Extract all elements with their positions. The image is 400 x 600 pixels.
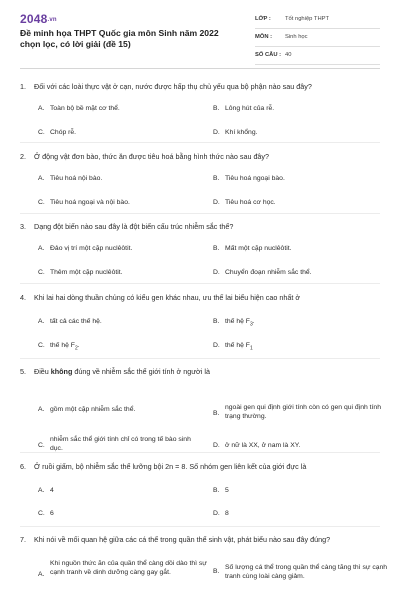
meta-row-count [255,50,380,65]
question-text: Ở ruồi giấm, bộ nhiễm sắc thể lưỡng bội 2n = 8. Số nhóm gen liên kết của giới đực là [34,462,307,471]
question-3: 3. Dạng đột biến nào sau đây là đột biến cấu trúc nhiễm sắc thể? A. Đảo vị trí một cặp nuclêôtit. B. Mất một cặp nuclêôtit. C. Thêm một cặp nuclêôtit. D. Chuyển đoạn nhiễm sắc thể. [20,222,385,276]
question-text: Dạng đột biến nào sau đây là đột biến cấu trúc nhiễm sắc thể? [34,222,234,231]
meta-row-subject [255,32,380,47]
question-text: Điều không đúng về nhiễm sắc thể giới tính ở người là [34,367,210,376]
question-number: 2. [20,152,26,161]
question-number: 3. [20,222,26,231]
question-divider [20,213,380,214]
site-logo[interactable]: 2048.vn [20,12,57,26]
question-2: 2. Ở động vật đơn bào, thức ăn được tiêu hoá bằng hình thức nào sau đây? A. Tiêu hoá nội bào. B. Tiêu hoá ngoại bào. C. Tiêu hoá ngoại và nội bào. D. Tiêu hoá cơ học. [20,152,385,206]
question-1: 1. Đối với các loài thực vật ở cạn, nước được hấp thụ chủ yếu qua bộ phận nào sau đây? A. Toàn bộ bề mặt cơ thể. B. Lông hút của rễ. C. Chóp rễ. D. Khí khổng. [20,82,385,136]
question-text: Khi lai hai dòng thuần chủng có kiểu gen khác nhau, ưu thế lai biểu hiện cao nhất ở [34,293,301,302]
question-number: 1. [20,82,26,91]
question-divider [20,142,380,143]
meta-value: Tốt nghiệp THPT [285,16,330,22]
question-text: Khi nói về mối quan hệ giữa các cá thể trong quần thể sinh vật, phát biểu nào sau đây đúng? [34,535,331,544]
question-divider [20,283,380,284]
meta-label: SỐ CÂU : [255,52,282,58]
question-7: 7. Khi nói về mối quan hệ giữa các cá thể trong quần thể sinh vật, phát biểu nào sau đây đúng? A. Khi nguồn thức ăn của quần thể càng dồi dào thì sự cạnh tranh về dinh dưỡng càng gay gắt. B. Số lượng cá thể trong quần thể càng tăng thì sự cạnh tranh cùng loài càng giảm. [20,535,388,580]
question-4: 4. Khi lai hai dòng thuần chủng có kiểu gen khác nhau, ưu thế lai biểu hiện cao nhất ở A. tất cả các thế hệ. B. thế hệ $F_3$. C. thế hệ $F_2$. D. thế hệ $F_1$ [20,293,385,351]
meta-row-class [255,14,380,29]
emphasis-not: không [50,367,73,376]
question-number: 6. [20,462,26,471]
document-title: Đề minh họa THPT Quốc gia môn Sinh năm 2022 chọn lọc, có lời giải (đề 15) [20,28,219,49]
header-divider [20,68,380,69]
meta-value: 40 [285,52,292,58]
meta-label: LỚP : [255,16,271,22]
question-divider [20,358,380,359]
question-divider [20,526,380,527]
document-header [0,0,400,62]
meta-value: Sinh học [285,34,308,40]
question-number: 7. [20,535,26,544]
question-number: 5. [20,367,26,376]
question-number: 4. [20,293,26,302]
question-text: Ở động vật đơn bào, thức ăn được tiêu hoá bằng hình thức nào sau đây? [34,152,270,161]
question-6: 6. Ở ruồi giấm, bộ nhiễm sắc thể lưỡng bội 2n = 8. Số nhóm gen liên kết của giới đực là A. 4 B. 5 C. 6 D. 8 [20,462,385,516]
meta-label: MÔN : [255,34,273,40]
question-text: Đối với các loài thực vật ở cạn, nước được hấp thụ chủ yếu qua bộ phận nào sau đây? [34,82,312,91]
document-meta [255,14,380,68]
question-5: 5. Điều không đúng về nhiễm sắc thể giới tính ở người là A. gồm một cặp nhiễm sắc thể. B. ngoài gen qui định giới tính còn có gen qui định tính trạng thường. C. nhiễm sắc thể giới tính chỉ có trong tế bào sinh dục. D. ở nữ là XX, ở nam là XY. [20,367,381,452]
question-divider [20,452,380,453]
